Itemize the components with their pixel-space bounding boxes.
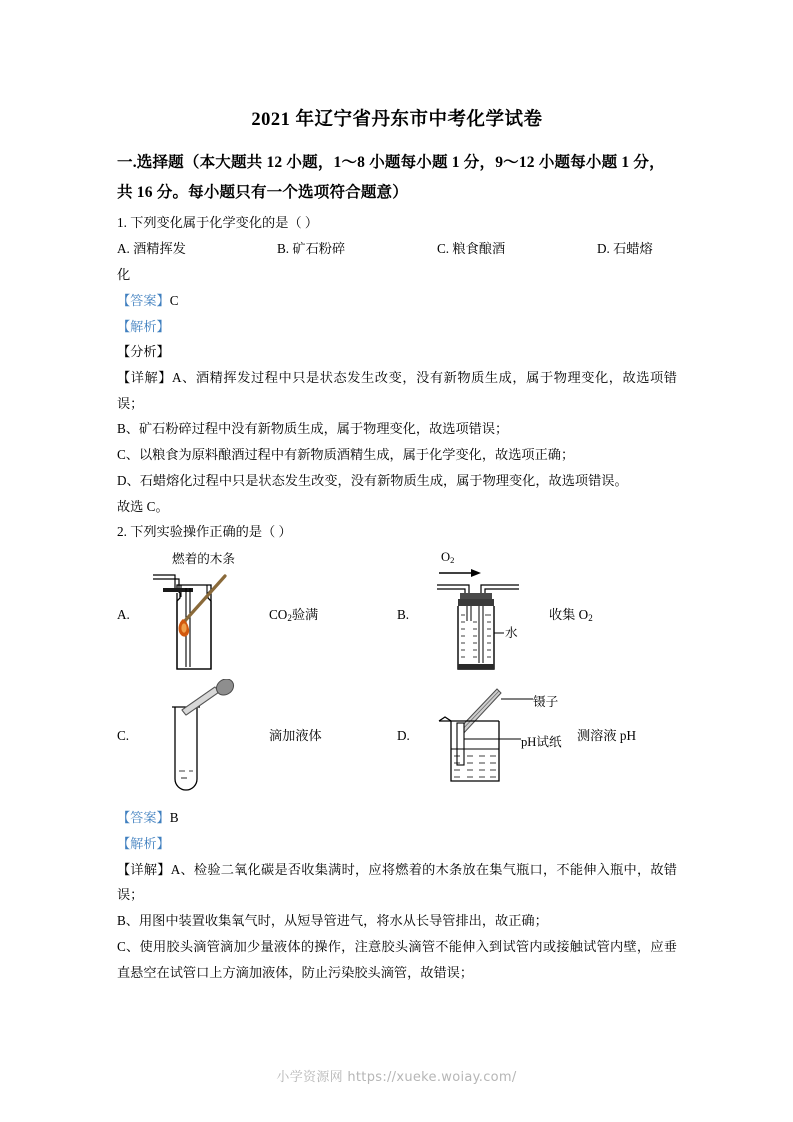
question-1-analysis-tag-line [117, 339, 677, 365]
question-2-option-d-letter: D. [397, 728, 410, 744]
question-2-caption-c: 滴加液体 [269, 728, 322, 744]
question-2-answer-line [117, 805, 677, 831]
question-1-option-a[interactable]: A. 酒精挥发 [117, 241, 186, 257]
question-1-answer-line [117, 288, 677, 314]
question-2-figure-d[interactable] [397, 677, 677, 803]
ph-paper-label: pH试纸 [521, 735, 562, 750]
oxygen-inlet-label: $O_2$ [441, 550, 455, 566]
answer-tag: 【答案】 [117, 810, 170, 826]
question-2-figure-b[interactable] [397, 551, 677, 677]
page-title: 2021 年辽宁省丹东市中考化学试卷 [251, 110, 543, 130]
gas-jar-icon [153, 571, 263, 677]
explanation-tag: 【解析】 [117, 318, 170, 334]
question-2-detail-a: 【详解】A、检验二氧化碳是否收集满时，应将燃着的木条放在集气瓶口，不能伸入瓶中，故错误； [117, 861, 677, 903]
site-watermark: 小学资源网 https://xueke.woiay.com/ [276, 1070, 517, 1085]
question-2-answer-value: B [169, 810, 179, 826]
water-label: 水 [505, 626, 518, 641]
explanation-tag: 【解析】 [117, 835, 170, 851]
question-1-detail-c: C、以粮食为原料酿酒过程中有新物质酒精生成，属于化学变化，故选项正确； [117, 447, 575, 463]
question-1-option-d[interactable]: D. 石蜡熔 [597, 241, 653, 257]
question-2-caption-a: $CO_2$验满 [269, 607, 319, 624]
question-2-figure-group [117, 551, 677, 803]
analysis-tag: 【分析】 [117, 344, 170, 360]
question-1-conclusion: 故选 C。 [117, 498, 169, 514]
question-2-explanation-tag-line [117, 831, 677, 857]
question-2-figure-a[interactable] [117, 551, 397, 677]
question-1-explanation-tag-line [117, 314, 677, 340]
answer-tag: 【答案】 [117, 292, 170, 308]
question-2-caption-b: 收集 $O_2$ [549, 607, 593, 624]
question-1-option-b[interactable]: B. 矿石粉碎 [277, 241, 346, 257]
question-1-detail-a: 【详解】A、酒精挥发过程中只是状态发生改变，没有新物质生成，属于物理变化，故选项错误； [117, 370, 677, 411]
question-2-caption-d: 测溶液 pH [577, 728, 636, 744]
gas-washing-bottle-icon [427, 563, 547, 677]
question-2-detail-b: B、用图中装置收集氧气时，从短导管进气，将水从长导管排出，故正确； [117, 913, 548, 929]
question-2-option-c-letter: C. [117, 728, 130, 744]
test-tube-dropper-icon [155, 679, 265, 799]
question-1-option-c[interactable]: C. 粮食酿酒 [437, 241, 506, 257]
question-2-stem: 2. 下列实验操作正确的是（ ） [117, 524, 292, 540]
question-2-option-b-letter: B. [397, 607, 410, 623]
question-2-figure-c[interactable] [117, 677, 397, 803]
question-2-detail-c: C、使用胶头滴管滴加少量液体的操作，注意胶头滴管不能伸入到试管内或接触试管内壁，应垂直悬空在试管口上方滴加液体，防止污染胶头滴管，故错误； [117, 938, 677, 980]
question-1-option-d-overflow: 化 [117, 267, 131, 283]
question-1-options [117, 236, 677, 262]
question-1-detail-b: B、矿石粉碎过程中没有新物质生成，属于物理变化，故选项错误； [117, 421, 509, 437]
tweezers-label: 镊子 [533, 695, 559, 710]
section-heading: 一.选择题（本大题共 12 小题，1～8 小题每小题 1 分，9～12 小题每小题 1 分，共 16 分。每小题只有一个选项符合题意） [117, 153, 665, 202]
question-2-option-a-letter: A. [117, 607, 130, 623]
question-1-stem: 1. 下列变化属于化学变化的是（ ） [117, 215, 319, 231]
document-content [117, 108, 677, 985]
question-1-detail-d: D、石蜡熔化过程中只是状态发生改变，没有新物质生成，属于物理变化，故选项错误。 [117, 472, 628, 488]
question-1-answer-value: C [169, 292, 179, 308]
burning-splint-label: 燃着的木条 [172, 552, 235, 567]
